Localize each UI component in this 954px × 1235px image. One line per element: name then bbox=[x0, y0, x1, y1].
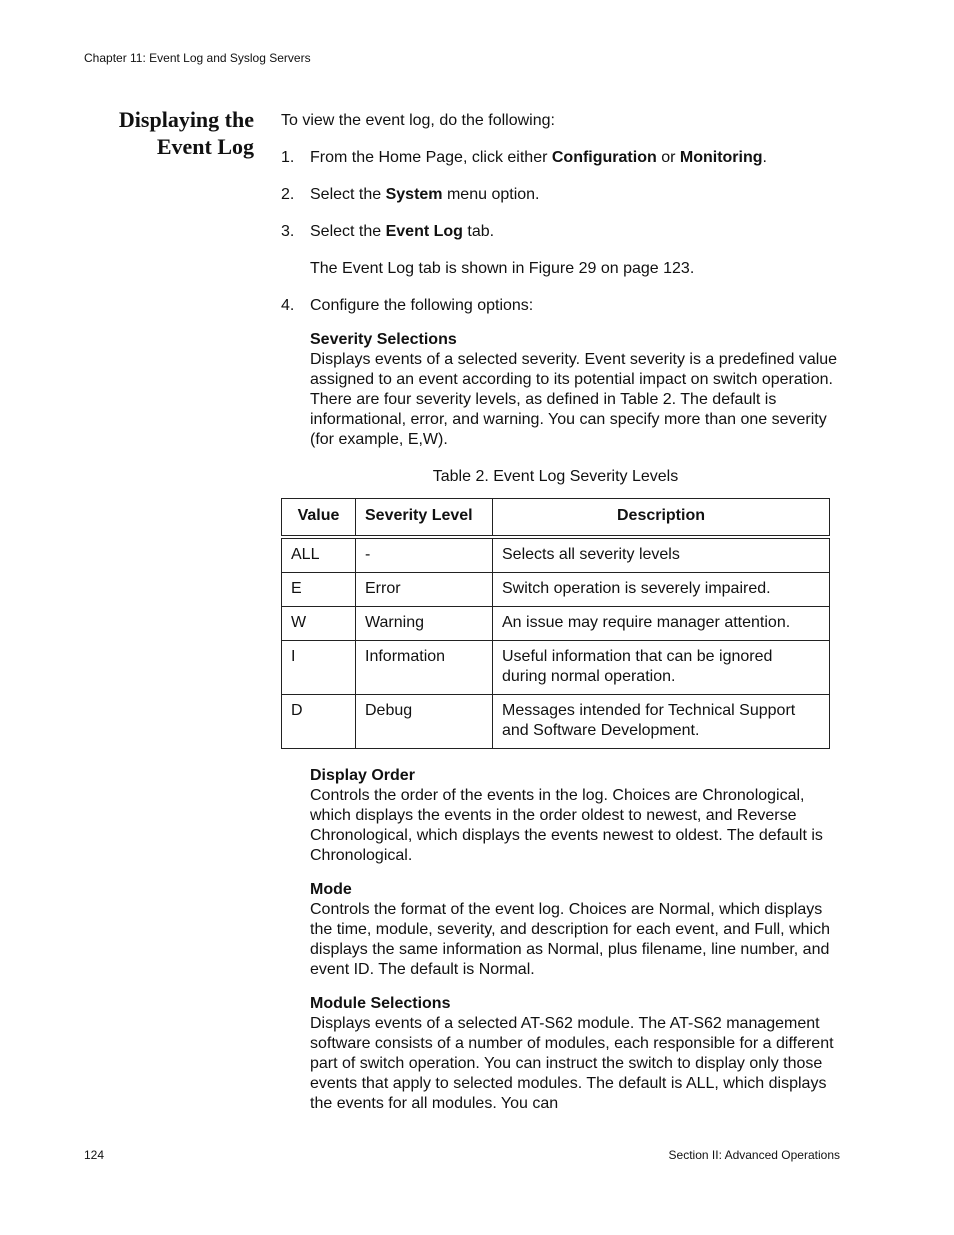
option-title: Severity Selections bbox=[310, 331, 457, 348]
cell-description: Selects all severity levels bbox=[493, 537, 830, 573]
cell-severity-level: Debug bbox=[356, 695, 493, 749]
step-3 bbox=[281, 222, 841, 279]
cell-severity-level: - bbox=[356, 537, 493, 573]
column-header-severity-level: Severity Level bbox=[356, 499, 493, 538]
option-description: Displays events of a selected severity. Event severity is a predefined value assigned to an event according to its potential impact on switch operation. There are four severity levels, as defined in Table 2. The default is informational, error, and warning. You can specify more than one severity (for example, E,W). bbox=[310, 351, 838, 448]
step-text: menu option. bbox=[442, 186, 540, 203]
column-header-value: Value bbox=[282, 499, 356, 538]
step-text: From the Home Page, click either bbox=[310, 149, 552, 166]
table-row bbox=[282, 641, 830, 695]
cell-description: Messages intended for Technical Support and Software Development. bbox=[493, 695, 830, 749]
step-bold-term: Event Log bbox=[385, 223, 463, 240]
step-2 bbox=[281, 185, 841, 205]
option-title: Display Order bbox=[310, 767, 415, 784]
step-1 bbox=[281, 148, 841, 168]
option-description: Controls the format of the event log. Choices are Normal, which displays the time, module, severity, and description for each event, and Full, which displays the same information as Normal, plus filename, line number, and event ID. The default is Normal. bbox=[310, 901, 830, 978]
step-text: Select the bbox=[310, 186, 386, 203]
table-row bbox=[282, 695, 830, 749]
step-bold-term: Monitoring bbox=[679, 149, 763, 166]
table-row bbox=[282, 607, 830, 641]
cell-description: Useful information that can be ignored during normal operation. bbox=[493, 641, 830, 695]
column-header-description: Description bbox=[493, 499, 830, 538]
section-heading bbox=[90, 106, 254, 160]
cell-description: An issue may require manager attention. bbox=[493, 607, 830, 641]
cell-severity-level: Warning bbox=[356, 607, 493, 641]
severity-table bbox=[281, 498, 830, 749]
step-number: 4. bbox=[281, 297, 295, 314]
step-number: 1. bbox=[281, 149, 295, 166]
cell-severity-level: Error bbox=[356, 573, 493, 607]
cell-value: ALL bbox=[282, 537, 356, 573]
steps-list bbox=[281, 148, 841, 316]
step-number: 3. bbox=[281, 223, 295, 240]
table-caption: Table 2. Event Log Severity Levels bbox=[432, 468, 679, 485]
cell-value: W bbox=[282, 607, 356, 641]
table-row bbox=[282, 573, 830, 607]
step-bold-term: Configuration bbox=[551, 149, 657, 166]
step-text: . bbox=[762, 149, 767, 166]
section-heading-line2: Event Log bbox=[156, 134, 254, 159]
step-number: 2. bbox=[281, 186, 295, 203]
table-row bbox=[282, 537, 830, 573]
cell-description: Switch operation is severely impaired. bbox=[493, 573, 830, 607]
cell-value: I bbox=[282, 641, 356, 695]
option-display-order bbox=[310, 766, 841, 866]
cell-value: D bbox=[282, 695, 356, 749]
page-number: 124 bbox=[84, 1148, 105, 1162]
intro-text: To view the event log, do the following: bbox=[281, 112, 555, 129]
step-note: The Event Log tab is shown in Figure 29 on page 123. bbox=[310, 260, 695, 277]
running-header: Chapter 11: Event Log and Syslog Servers bbox=[84, 51, 311, 65]
main-content bbox=[281, 111, 841, 1128]
step-text: Configure the following options: bbox=[310, 297, 534, 314]
section-heading-line1: Displaying the bbox=[118, 107, 254, 132]
cell-severity-level: Information bbox=[356, 641, 493, 695]
step-bold-term: System bbox=[385, 186, 443, 203]
option-mode bbox=[310, 880, 841, 980]
footer-section-title: Section II: Advanced Operations bbox=[668, 1148, 840, 1162]
cell-value: E bbox=[282, 573, 356, 607]
step-4 bbox=[281, 296, 841, 316]
option-title: Module Selections bbox=[310, 995, 451, 1012]
option-description: Displays events of a selected AT-S62 module. The AT-S62 management software consists of a number of modules, each responsible for a different part of switch operation. You can instruct the switch to display only those events that apply to selected modules. The default is ALL, which displays the events for all modules. You can bbox=[310, 1015, 834, 1112]
option-description: Controls the order of the events in the log. Choices are Chronological, which displays the events in the order oldest to newest, and Reverse Chronological, which displays the events newest to oldest. The default is Chronological. bbox=[310, 787, 823, 864]
table-header-row bbox=[282, 499, 830, 538]
option-severity-selections bbox=[310, 330, 841, 450]
step-text: tab. bbox=[462, 223, 495, 240]
step-text: Select the bbox=[310, 223, 386, 240]
step-text: or bbox=[656, 149, 680, 166]
option-module-selections bbox=[310, 994, 841, 1114]
option-title: Mode bbox=[310, 881, 352, 898]
